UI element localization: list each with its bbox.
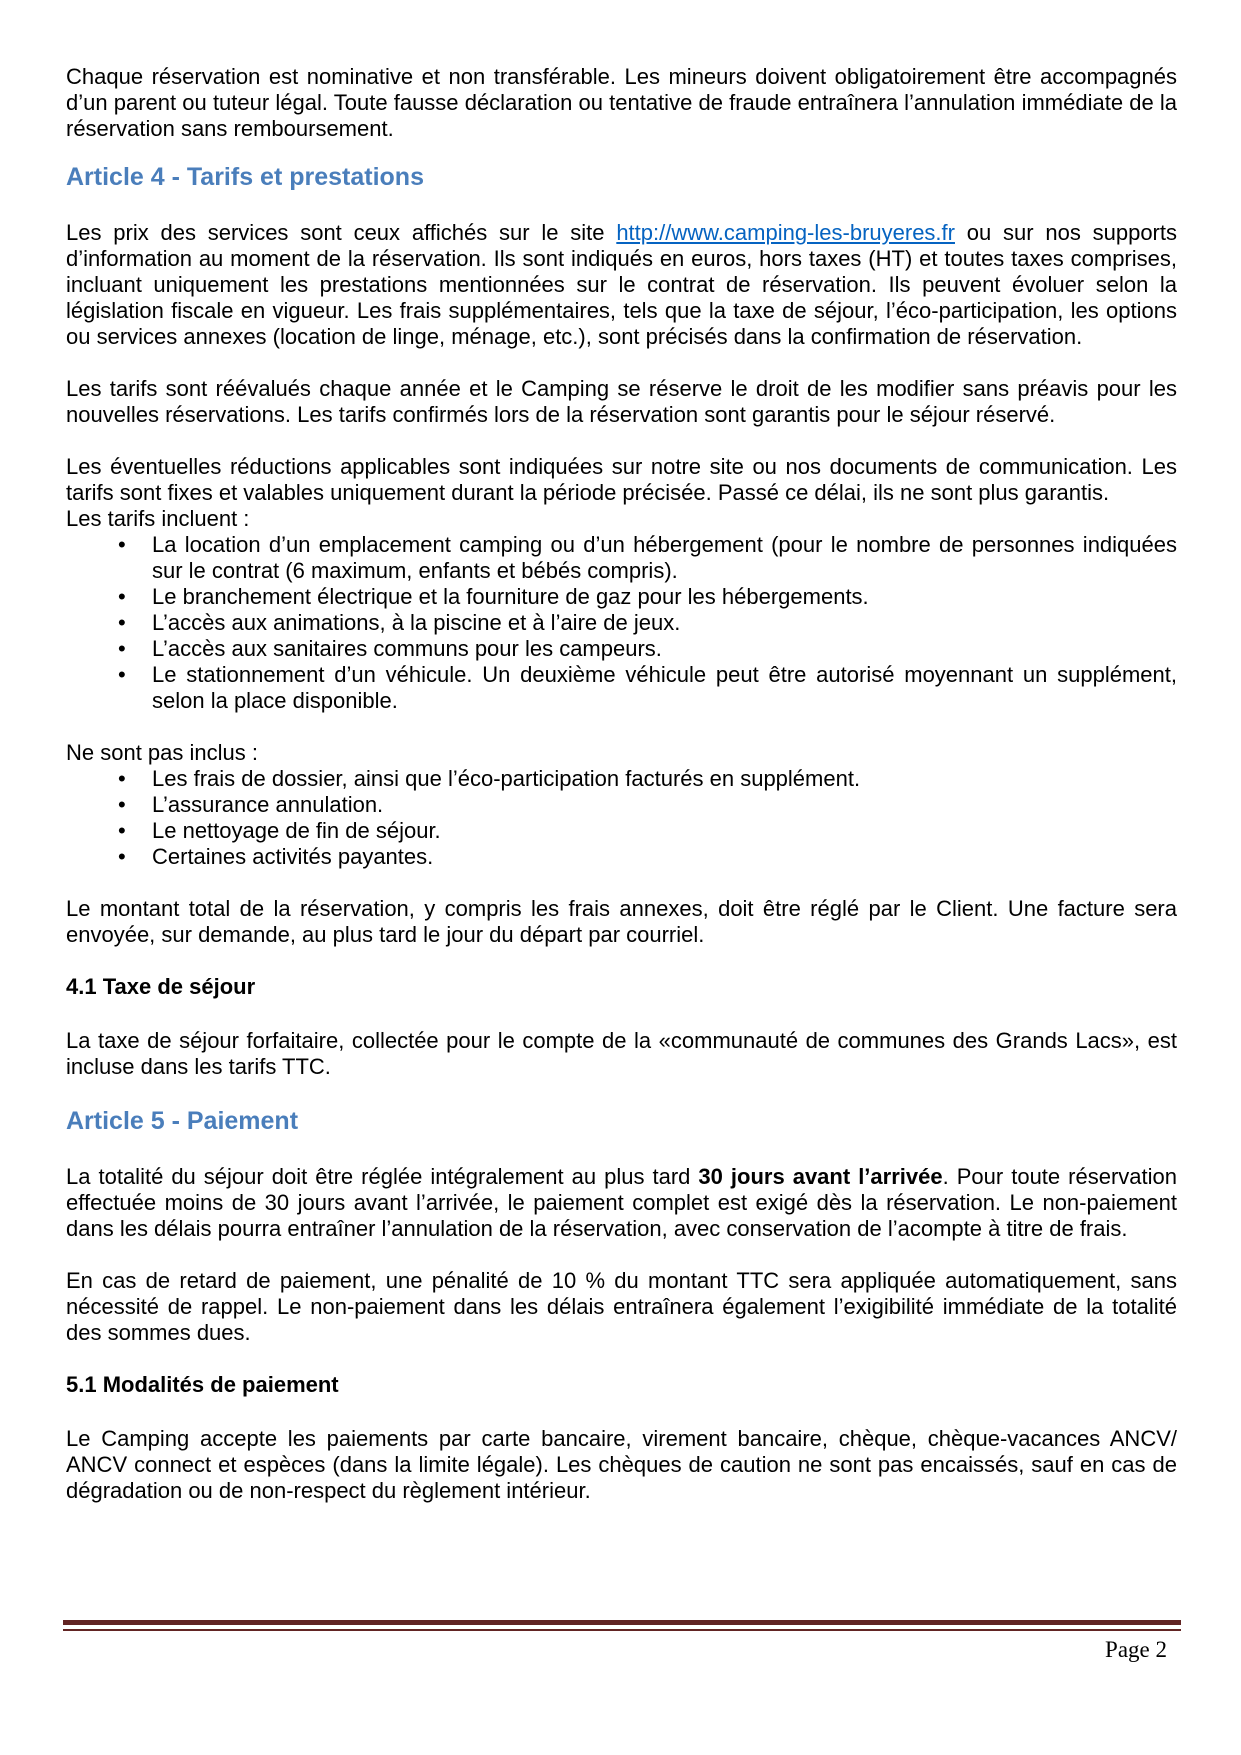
list-item-text: L’accès aux animations, à la piscine et à l’aire de jeux.	[152, 610, 681, 635]
list-item-text: L’accès aux sanitaires communs pour les campeurs.	[152, 636, 662, 661]
list-item-text: Les frais de dossier, ainsi que l’éco-participation facturés en supplément.	[152, 766, 861, 791]
payment-deadline-bold: 30 jours avant l’arrivée	[698, 1164, 943, 1189]
included-items-list	[66, 532, 1177, 714]
list-item	[152, 792, 1177, 818]
list-item	[152, 818, 1177, 844]
footer-double-rule	[63, 1620, 1181, 1631]
camping-website-link[interactable]: http://www.camping-les-bruyeres.fr	[616, 220, 955, 245]
list-item	[152, 844, 1177, 870]
list-item-text: Le branchement électrique et la fourniture de gaz pour les hébergements.	[152, 584, 869, 609]
page-number-label: Page 2	[1105, 1637, 1167, 1662]
list-item	[152, 766, 1177, 792]
late-payment-paragraph: En cas de retard de paiement, une pénalité de 10 % du montant TTC sera appliquée automatiquement, sans nécessité de rappel. Le non-paiement dans les délais entraînera également l’exigibilité immédiate de la totalité des sommes dues.	[66, 1268, 1177, 1345]
total-amount-paragraph: Le montant total de la réservation, y compris les frais annexes, doit être réglé par le Client. Une facture sera envoyée, sur demande, au plus tard le jour du départ par courriel.	[66, 896, 1177, 947]
list-item	[152, 636, 1177, 662]
pricing-paragraph	[66, 220, 1177, 350]
list-item-text: Le nettoyage de fin de séjour.	[152, 818, 441, 843]
list-item-text: La location d’un emplacement camping ou d’un hébergement (pour le nombre de personnes indiquées sur le contrat (6 maximum, enfants et bébés compris).	[152, 532, 1177, 583]
article-5-heading: Article 5 - Paiement	[66, 1107, 299, 1135]
list-item	[152, 584, 1177, 610]
excluded-items-list	[66, 766, 1177, 870]
payment-text-after-bold: . Pour toute réservation effectuée moins de 30 jours avant l’arrivée, le paiement complet est exigé dès la réservation. Le non-paiement dans les délais pourra entraîner l’annulation de la réservation, avec conservation de l’acompte à titre de frais.	[66, 1164, 1177, 1241]
section-5-1-heading: 5.1 Modalités de paiement	[66, 1372, 339, 1397]
excluded-intro: Ne sont pas inclus :	[66, 740, 258, 765]
tourist-tax-paragraph: La taxe de séjour forfaitaire, collectée pour le compte de la «communauté de communes des Grands Lacs», est incluse dans les tarifs TTC.	[66, 1028, 1177, 1079]
reductions-paragraph: Les éventuelles réductions applicables sont indiquées sur notre site ou nos documents de communication. Les tarifs sont fixes et valables uniquement durant la période précisée. Passé ce délai, ils ne sont plus garantis.	[66, 454, 1177, 505]
payment-deadline-paragraph	[66, 1164, 1177, 1242]
section-4-1-heading: 4.1 Taxe de séjour	[66, 974, 256, 999]
article-4-heading: Article 4 - Tarifs et prestations	[66, 163, 424, 191]
page-footer	[63, 1620, 1181, 1664]
pricing-text-after-link: ou sur nos supports d’information au moment de la réservation. Ils sont indiqués en euros, hors taxes (HT) et toutes taxes comprises, incluant uniquement les prestations mentionnées sur le contrat de réservation. Ils peuvent évoluer selon la législation fiscale en vigueur. Les frais supplémentaires, tels que la taxe de séjour, l’éco-participation, les options ou services annexes (location de linge, ménage, etc.), sont précisés dans la confirmation de réservation.	[66, 220, 1177, 349]
list-item	[152, 662, 1177, 714]
intro-paragraph: Chaque réservation est nominative et non transférable. Les mineurs doivent obligatoirement être accompagnés d’un parent ou tuteur légal. Toute fausse déclaration ou tentative de fraude entraînera l’annulation immédiate de la réservation sans remboursement.	[66, 64, 1177, 141]
included-intro: Les tarifs incluent :	[66, 506, 250, 531]
list-item-text: Le stationnement d’un véhicule. Un deuxième véhicule peut être autorisé moyennant un supplément, selon la place disponible.	[152, 662, 1177, 713]
list-item-text: L’assurance annulation.	[152, 792, 384, 817]
list-item-text: Certaines activités payantes.	[152, 844, 434, 869]
list-item	[152, 610, 1177, 636]
tariffs-revision-paragraph: Les tarifs sont réévalués chaque année et le Camping se réserve le droit de les modifier sans préavis pour les nouvelles réservations. Les tarifs confirmés lors de la réservation sont garantis pour le séjour réservé.	[66, 376, 1177, 427]
list-item	[152, 532, 1177, 584]
payment-text-before-bold: La totalité du séjour doit être réglée intégralement au plus tard	[66, 1164, 699, 1189]
pricing-text-before-link: Les prix des services sont ceux affichés sur le site	[66, 220, 617, 245]
payment-methods-paragraph: Le Camping accepte les paiements par carte bancaire, virement bancaire, chèque, chèque-vacances ANCV/ ANCV connect et espèces (dans la limite légale). Les chèques de caution ne sont pas encaissés, sauf en cas de dégradation ou de non-respect du règlement intérieur.	[66, 1426, 1177, 1503]
